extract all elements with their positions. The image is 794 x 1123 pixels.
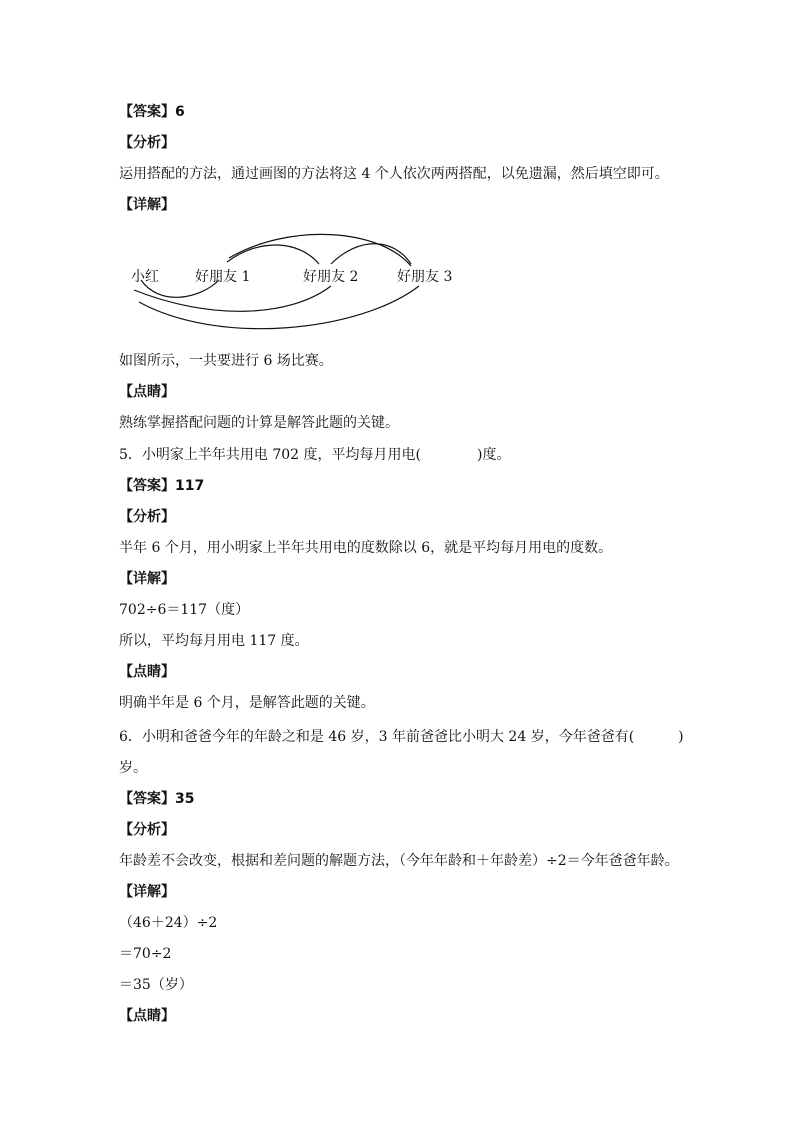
pair-line-f2-f3 [331,244,411,264]
detail-calc-q5: 702÷6＝117（度） [119,602,250,618]
comment-heading-q6: 【点睛】 [119,1008,175,1024]
analysis-heading-q4: 【分析】 [119,135,175,151]
analysis-heading-q5: 【分析】 [119,509,175,525]
question-6 [119,727,684,747]
detail-heading-q5: 【详解】 [119,571,175,587]
detail-text-q5: 所以，平均每月用电 117 度。 [119,633,309,649]
label-friend-2: 好朋友 2 [303,269,359,285]
answer-heading-q5: 【答案】117 [119,478,205,494]
detail-heading-q4: 【详解】 [119,197,175,213]
question-6-text: 6．小明和爸爸今年的年龄之和是 46 岁，3 年前爸爸比小明大 24 岁，今年爸爸有( [119,729,635,745]
label-friend-1: 好朋友 1 [195,269,251,285]
analysis-text-q6: 年龄差不会改变，根据和差问题的解题方法，（今年年龄和＋年龄差）÷2＝今年爸爸年龄。 [119,853,679,869]
pair-line-xh-f2 [134,286,331,311]
analysis-text-q5: 半年 6 个月，用小明家上半年共用电的度数除以 6，就是平均每月用电的度数。 [119,540,613,556]
question-6-close: ) [678,729,684,745]
question-5 [119,445,510,465]
analysis-heading-q6: 【分析】 [119,822,175,838]
detail-calc-q6-2: ＝70÷2 [119,946,172,962]
question-5-text: 5．小明家上半年共用电 702 度，平均每月用电( [119,447,421,463]
question-6-unit: 岁。 [119,760,147,776]
pair-line-f1-f3 [229,234,411,266]
pair-line-f1-f2 [227,245,319,264]
label-friend-3: 好朋友 3 [397,269,453,285]
comment-text-q5: 明确半年是 6 个月，是解答此题的关键。 [119,695,375,711]
detail-calc-q6-3: ＝35（岁） [119,977,193,993]
comment-text-q4: 熟练掌握搭配问题的计算是解答此题的关键。 [119,415,399,431]
question-5-unit: )度。 [477,447,511,463]
detail-calc-q6-1: （46＋24）÷2 [119,915,218,931]
comment-heading-q4: 【点睛】 [119,384,175,400]
pairing-diagram [119,228,479,336]
answer-heading-q6: 【答案】35 [119,791,195,807]
detail-heading-q6: 【详解】 [119,884,175,900]
detail-text-q4: 如图所示，一共要进行 6 场比赛。 [119,353,333,369]
answer-heading-q4: 【答案】6 [119,104,185,120]
label-xiaohong: 小红 [131,269,159,285]
analysis-text-q4: 运用搭配的方法，通过画图的方法将这 4 个人依次两两搭配，以免遗漏，然后填空即可。 [119,166,669,182]
comment-heading-q5: 【点睛】 [119,664,175,680]
